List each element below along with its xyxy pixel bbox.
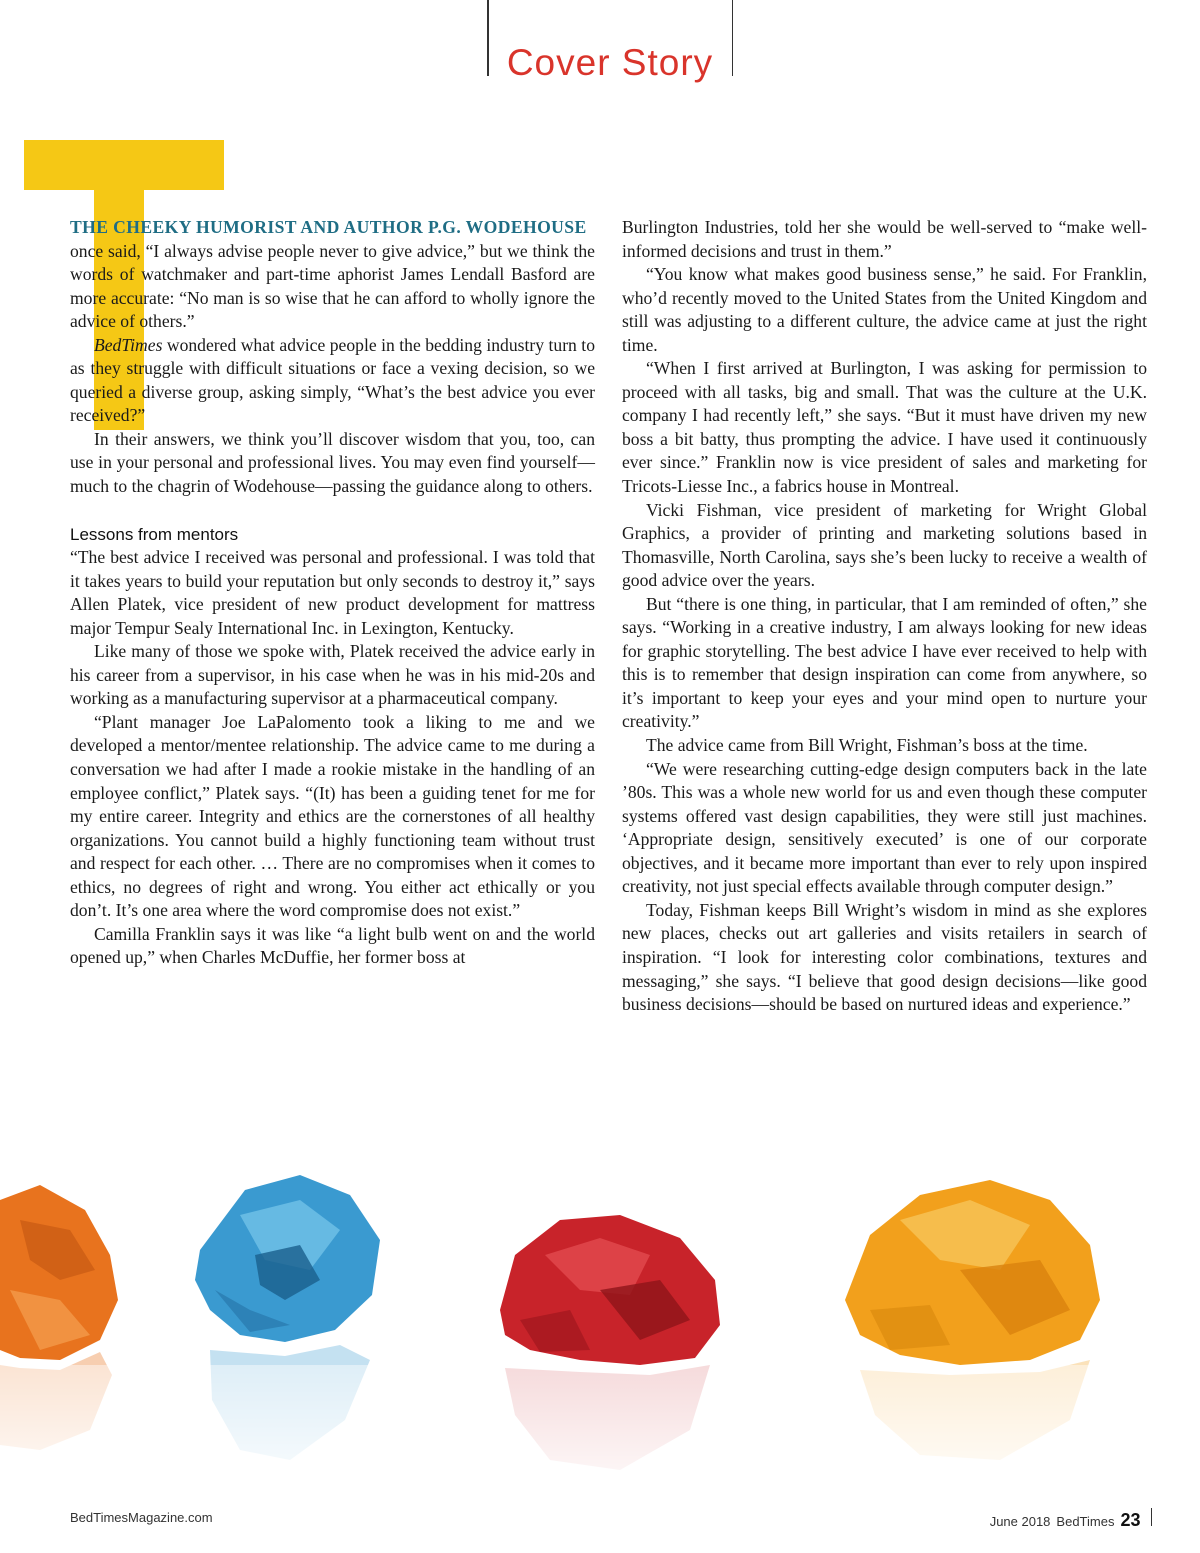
footer-folio bbox=[990, 1508, 1152, 1531]
paragraph bbox=[70, 334, 595, 428]
footer-rule bbox=[1151, 1508, 1153, 1526]
subhead: Lessons from mentors bbox=[70, 524, 239, 544]
paragraph: But “there is one thing, in particular, that I am reminded of often,” she says. “Working in a creative industry, I am always looking for new ideas for graphic storytelling. The best advice I have ever received to help with this is to remember that design inspiration can come from anywhere, so it’s important to keep your eyes and your mind open to nurture your creativity.” bbox=[622, 593, 1147, 732]
lede-paragraph bbox=[70, 216, 595, 334]
paragraph: In their answers, we think you’ll discover wisdom that you, too, can use in your personal and professional lives. You may even find yourself—much to the chagrin of Wodehouse—passing the guidance along to others. bbox=[70, 428, 595, 497]
lede-text: once said, “I always advise people never to give advice,” but we think the words of watchmaker and part-time aphorist James Lendall Basford are more accurate: “No man is so wise that he can afford to wholly ignore the advice of others.” bbox=[70, 240, 595, 332]
paragraph: The advice came from Bill Wright, Fishman’s boss at the time. bbox=[646, 735, 1088, 756]
paragraph-text: wondered what advice people in the bedding industry turn to as they struggle with difficult situations or face a vexing decision, so we queried a diverse group, asking simply, “What’s the best advice you ever received?” bbox=[70, 334, 595, 426]
lede-caps: THE CHEEKY HUMORIST AND AUTHOR P.G. WODEHOUSE bbox=[70, 217, 587, 237]
paragraph: “You know what makes good business sense,” he said. For Franklin, who’d recently moved to the United States from the United Kingdom and still was adjusting to a different culture, the advice came at just the right time. bbox=[622, 264, 1147, 355]
magazine-name-italic: BedTimes bbox=[94, 334, 163, 355]
footer-website: BedTimesMagazine.com bbox=[70, 1510, 213, 1525]
paragraph: “The best advice I received was personal and professional. I was told that it takes years to build your reputation but only seconds to destroy it,” says Allen Platek, vice president of new product development for mattress major Tempur Sealy International Inc. in Lexington, Kentucky. bbox=[70, 547, 595, 638]
paragraph: Burlington Industries, told her she would be well-served to “make well-informed decisions and trust in them.” bbox=[622, 217, 1147, 261]
paragraph: Camilla Franklin says it was like “a light bulb went on and the world opened up,” when Charles McDuffie, her former boss at bbox=[70, 923, 595, 968]
paragraph: Today, Fishman keeps Bill Wright’s wisdom in mind as she explores new places, checks out art galleries and visits retailers in search of inspiration. “I look for interesting color combinations, textures and messaging,” she says. “I believe that good design decisions—like good business decisions—should be based on nurtured ideas and experience.” bbox=[622, 899, 1147, 1015]
footer-magazine-name: BedTimes bbox=[1056, 1514, 1115, 1529]
paragraph: Vicki Fishman, vice president of marketing for Wright Global Graphics, a provider of printing and marketing solutions based in Thomasville, North Carolina, says she’s been lucky to receive a wealth of good advice over the years. bbox=[622, 499, 1147, 591]
section-header bbox=[487, 0, 733, 83]
paragraph: “We were researching cutting-edge design computers back in the late ’80s. This was a whole new world for us and even though these computer systems offered vast design capabilities, they were still just machines. ‘Appropriate design, sensitively executed’ is one of our corporate objectives, and it became more important than ever to rely upon inspired creativity, not just special effects available through computer design.” bbox=[622, 758, 1147, 897]
paragraph: “When I first arrived at Burlington, I was asking for permission to proceed with all tasks, big and small. That was the culture at the U.K. company I had recently left,” she says. “But it must have driven my new boss a bit batty, thus prompting the advice. I have used it continuously ever since.” Franklin now is vice president of sales and marketing for Tricots-Liesse Inc., a fabrics house in Montreal. bbox=[622, 358, 1147, 497]
section-title: Cover Story bbox=[506, 42, 714, 83]
article-column-left bbox=[70, 216, 595, 970]
page-number: 23 bbox=[1120, 1510, 1141, 1530]
paragraph: “Plant manager Joe LaPalomento took a liking to me and we developed a mentor/mentee relationship. The advice came to me during a conversation we had after I made a rookie mistake in the handling of an employee conflict,” Platek says. “(It) has been a guiding tenet for me for my entire career. Integrity and ethics are the cornerstones of all healthy organizations. You cannot build a highly functioning team without trust and respect for each other. … There are no compromises when it comes to ethics, no degrees of right and wrong. You either act ethically or you don’t. It’s one area where the word compromise does not exist.” bbox=[70, 711, 595, 921]
footer-issue-date: June 2018 bbox=[989, 1514, 1051, 1529]
paragraph: Like many of those we spoke with, Platek received the advice early in his career from a supervisor, in his case when he was in his mid-20s and working as a manufacturing supervisor at a pharmaceutical company. bbox=[70, 641, 595, 709]
article-column-right bbox=[622, 216, 1147, 1017]
crumpled-paper-photo bbox=[0, 1160, 1200, 1510]
